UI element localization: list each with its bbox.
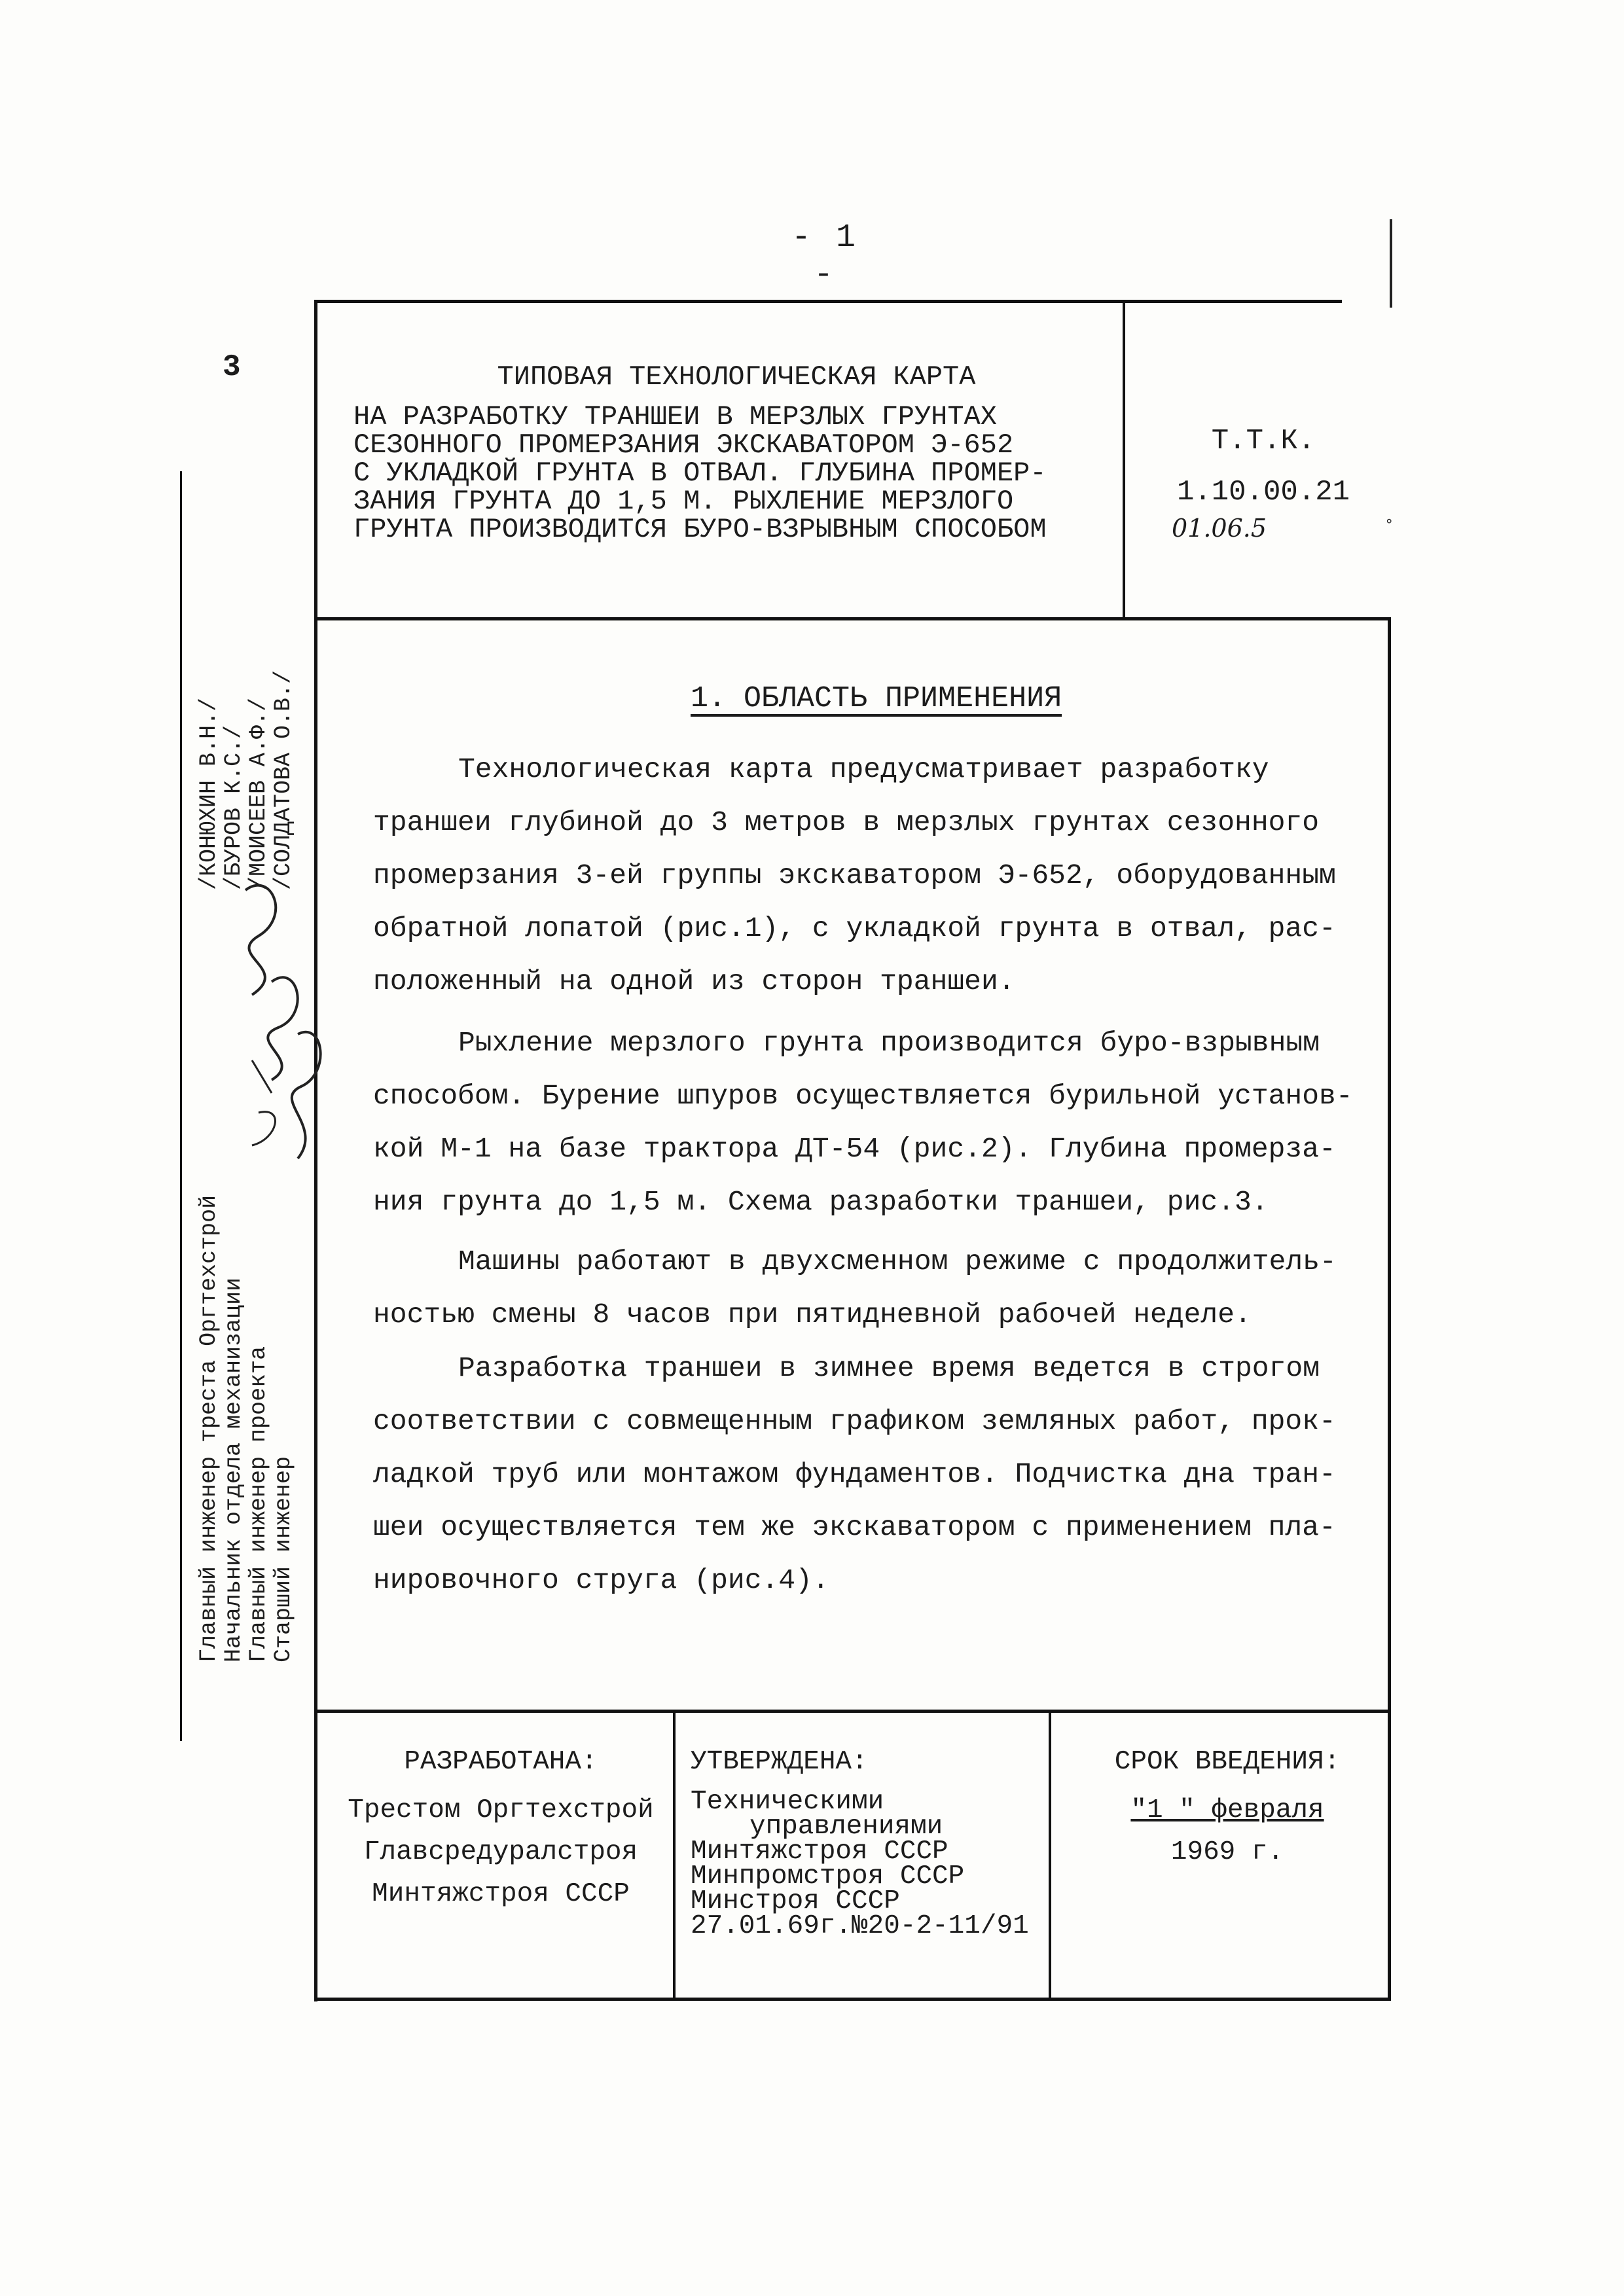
title-line: СЕЗОННОГО ПРОМЕРЗАНИЯ ЭКСКАВАТОРОМ Э-652 <box>353 429 1014 461</box>
text-line: Разработка траншеи в зимнее время ведется в строгом <box>458 1352 1320 1384</box>
text-line: Рыхление мерзлого грунта производится буро-взрывным <box>458 1027 1320 1059</box>
handwritten-signatures <box>232 864 331 1178</box>
developed-line: Минтяжстроя СССР <box>372 1879 630 1909</box>
footer-divider-2 <box>1049 1710 1051 2001</box>
title-line: ЗАНИЯ ГРУНТА ДО 1,5 М. РЫХЛЕНИЕ МЕРЗЛОГО <box>353 486 1014 517</box>
code-line: 1.10.00.21 <box>1176 476 1350 509</box>
margin-dot: ° <box>1384 517 1394 535</box>
text-line: ладкой труб или монтажом фундаментов. Подчистка дна тран- <box>373 1458 1336 1490</box>
signer-position: Главный инженер треста Оргтехстрой <box>196 1194 222 1662</box>
text-line: Технологическая карта предусматривает разработку <box>458 753 1269 785</box>
title-line: НА РАЗРАБОТКУ ТРАНШЕИ В МЕРЗЛЫХ ГРУНТАХ <box>353 401 997 433</box>
text-line: промерзания 3-ей группы экскаватором Э-652, оборудованным <box>373 859 1336 891</box>
text-line: нировочного струга (рис.4). <box>373 1564 829 1596</box>
signer-position: Главный инженер проекта <box>245 1346 272 1662</box>
footer-divider-1 <box>673 1710 676 2001</box>
title-line: ГРУНТА ПРОИЗВОДИТСЯ БУРО-ВЗРЫВНЫМ СПОСОБОМ <box>353 514 1047 545</box>
approved-line: Минпромстроя СССР <box>691 1861 965 1892</box>
text-line: обратной лопатой (рис.1), с укладкой грунта в отвал, рас- <box>373 912 1336 944</box>
page-number: - 1 - <box>791 219 858 294</box>
developed-by-block <box>331 1741 671 1915</box>
text-line: положенный на одной из сторон траншеи. <box>373 965 1015 997</box>
developed-heading: РАЗРАБОТАНА: <box>404 1747 598 1777</box>
paragraph <box>373 1235 1355 1341</box>
signer-position: Старший инженер <box>270 1456 297 1662</box>
sidebar-rule <box>180 471 182 1741</box>
approved-by-block <box>691 1741 1038 1939</box>
text-line: траншеи глубиной до 3 метров в мерзлых грунтах сезонного <box>373 806 1320 838</box>
approved-line: Техническими <box>691 1787 884 1817</box>
sheet-number: 3 <box>223 350 241 384</box>
signer-name: /МОИСЕЕВ А.Ф./ <box>245 697 272 890</box>
section-title: 1. ОБЛАСТЬ ПРИМЕНЕНИЯ <box>691 682 1062 715</box>
text-line: шеи осуществляется тем же экскаватором с применением пла- <box>373 1511 1336 1543</box>
effective-heading: СРОК ВВЕДЕНИЯ: <box>1114 1747 1341 1777</box>
effective-year: 1969 г. <box>1170 1837 1284 1867</box>
effective-date-block <box>1064 1741 1391 1873</box>
text-line: соответствии с совмещенным графиком земляных работ, прок- <box>373 1405 1336 1437</box>
approved-line: 27.01.69г.№20-2-11/91 <box>691 1911 1029 1941</box>
signer-name: /СОЛДАТОВА О.В./ <box>270 670 297 890</box>
title-line: ТИПОВАЯ ТЕХНОЛОГИЧЕСКАЯ КАРТА <box>497 361 976 393</box>
approved-line: Минтяжстроя СССР <box>691 1837 948 1867</box>
developed-line: Трестом Оргтехстрой <box>348 1795 654 1825</box>
paragraph <box>373 1016 1355 1229</box>
title-line: С УКЛАДКОЙ ГРУНТА В ОТВАЛ. ГЛУБИНА ПРОМЕР- <box>353 457 1047 489</box>
text-line: кой М-1 на базе трактора ДТ-54 (рис.2). Глубина промерза- <box>373 1133 1336 1165</box>
signature-row <box>196 550 221 1662</box>
effective-date: "1 " февраля <box>1130 1795 1324 1825</box>
approved-line: Минстроя СССР <box>691 1886 900 1916</box>
paragraph <box>373 743 1355 1008</box>
handwritten-code: 01.06.5 <box>1172 514 1267 543</box>
signer-name: /БУРОВ К.С./ <box>221 725 247 890</box>
signer-name: /КОНЮХИН В.Н./ <box>196 697 222 890</box>
text-line: ностью смены 8 часов при пятидневной рабочей неделе. <box>373 1299 1252 1331</box>
paragraph <box>373 1342 1355 1607</box>
document-code <box>1136 416 1391 518</box>
approved-heading: УТВЕРЖДЕНА: <box>691 1747 868 1777</box>
footer-top-rule <box>314 1710 1391 1713</box>
header-divider <box>1123 300 1125 620</box>
header-bottom-rule <box>314 617 1391 620</box>
text-line: ния грунта до 1,5 м. Схема разработки траншеи, рис.3. <box>373 1186 1269 1218</box>
signer-position: Начальник отдела механизации <box>221 1277 247 1662</box>
frame-top <box>314 300 1342 303</box>
text-line: способом. Бурение шпуров осуществляется бурильной установ- <box>373 1080 1353 1112</box>
code-line: Т.Т.К. <box>1211 425 1316 457</box>
text-line: Машины работают в двухсменном режиме с продолжитель- <box>458 1246 1337 1278</box>
margin-mark <box>1390 219 1392 308</box>
frame-bottom <box>314 1998 1391 2001</box>
developed-line: Главсредуралстроя <box>363 1837 638 1867</box>
approved-line: управлениями <box>749 1812 943 1842</box>
document-title <box>353 363 1119 544</box>
